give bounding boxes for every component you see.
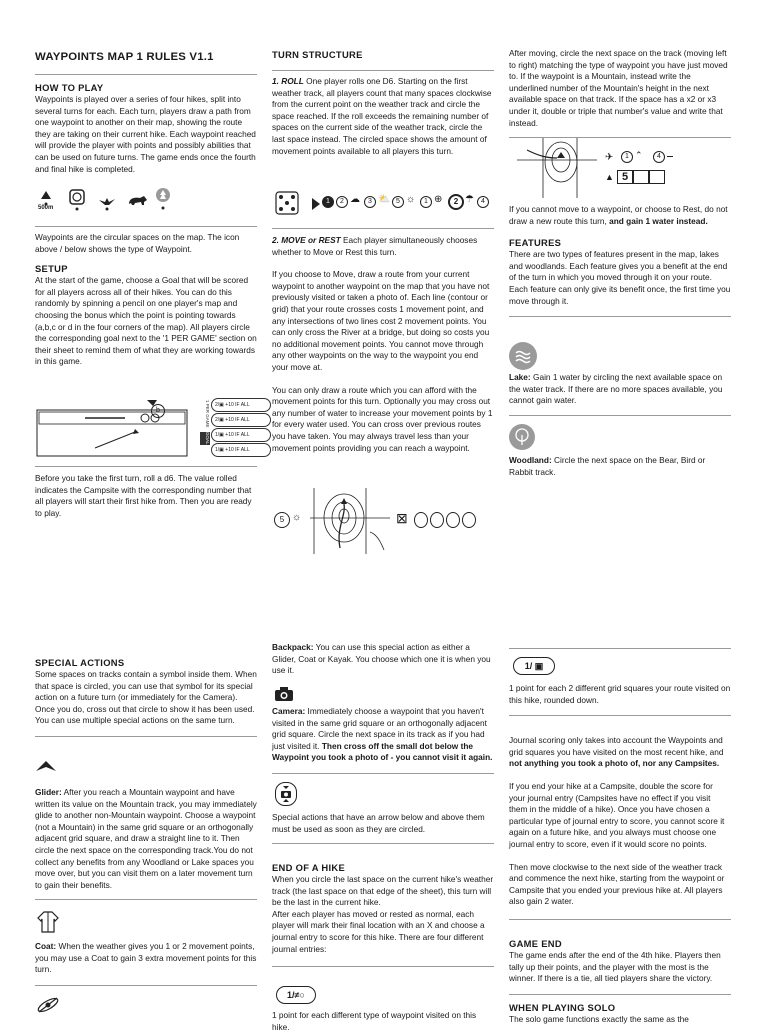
camera-label: Camera: bbox=[272, 706, 306, 716]
goal-row-label: 2/ bbox=[215, 402, 220, 408]
compass-waypoint-icon bbox=[68, 188, 86, 212]
goal-row: 2/▣ +10 IF ALL bbox=[211, 398, 271, 412]
track-connector bbox=[667, 156, 673, 157]
divider bbox=[509, 316, 731, 317]
move-paragraph-2: You can only draw a route which you can afford with the movement points for this turn. Optionally you may cross out any number of water to increase your movement points by 1 for every water used. You can cross over previous routes you have taken. You may always travel less than your movement points providing you can reach a waypoint. bbox=[272, 384, 493, 453]
goal-side-label: 1 PER GAME bbox=[205, 400, 210, 428]
setup-section bbox=[35, 226, 257, 368]
divider bbox=[272, 843, 494, 844]
waypoint-icons-row bbox=[35, 186, 257, 218]
journal-entry-badge-waypoints: 1/≠○ bbox=[276, 986, 316, 1004]
after-moving-section bbox=[509, 48, 731, 138]
woodland-section bbox=[509, 455, 731, 478]
move-paragraph-1: If you choose to Move, draw a route from your current waypoint to another waypoint on the map that you have not previously visited or taken a photo of. Each line (contour or grid) that your route crosses costs 1 movement point, and any intersections of two lines cost 2 movement points. You can only cross the River at a bridge, but doing so costs you no additional movement points. You cannot move through any other waypoints on the way to the waypoint you end your move at. bbox=[272, 269, 490, 372]
features-text: There are two types of features present in the map, lakes and woodlands. Each feature gives you a benefit at the end of the turn in which you moved through it on your route. Each feature can only give its benefit once, the first time you move through it. bbox=[509, 249, 731, 306]
weather-space: 2 bbox=[336, 196, 348, 208]
glider-desc: After you reach a Mountain waypoint and have written its value on the Mountain track, you may immediately glide to another non-Mountain waypoint. Choose a waypoint (not a Mountain) in the same grid square or an orthogonally adjacent grid square, and draw a straight line to it. Then circle the next space on the corresponding track.You do not collect any benefits from any Woodland or Lake spaces you move over, but you can visit them on a later movement turn to gain their benefits. bbox=[35, 787, 257, 890]
glider-section bbox=[35, 787, 257, 900]
divider bbox=[509, 919, 731, 920]
mountain-value-box: 5 bbox=[617, 170, 633, 184]
bird-icon: ✈ bbox=[605, 152, 614, 163]
weather-space-circled: 2 bbox=[448, 194, 464, 210]
cannot-move-bold: and gain 1 water instead. bbox=[609, 215, 708, 226]
divider bbox=[272, 966, 494, 967]
coat-text bbox=[35, 941, 257, 976]
divider bbox=[272, 773, 494, 774]
turn-structure-section bbox=[272, 49, 494, 157]
camera-bold: Then cross off the small dot below the Waypoint you took a photo of - you cannot visit it again. bbox=[272, 740, 493, 763]
camera-section bbox=[272, 706, 494, 774]
goal-row: 1/▣ +10 IF ALL bbox=[211, 443, 271, 457]
divider bbox=[272, 70, 494, 71]
woodland-desc: Circle the next space on the Bear, Bird or Rabbit track. bbox=[509, 455, 706, 477]
lake-label: Lake: bbox=[509, 372, 531, 382]
roll-paragraph bbox=[272, 76, 494, 157]
game-end-text: The game ends after the end of the 4th hike. Players then tally up their points, and the player with the most is the winner. If there is a tie, all tied players share the victory. bbox=[509, 950, 721, 984]
special-actions-section bbox=[35, 657, 257, 737]
cannot-move-plain: If you cannot move to a waypoint, or choose to Rest, do not draw a new route this turn, bbox=[509, 204, 728, 226]
weather-space: 3 bbox=[364, 196, 376, 208]
campsite-text: If you end your hike at a Campsite, double the score for your journal entry (Campsites have no effect if you visit them in the middle of a hike). Once you have chosen a particular type of journal entry to score, you cannot score it again on a future hike, and you always must choose one journal entry to score, even if it would score no points. bbox=[509, 780, 725, 849]
setup-after bbox=[35, 466, 257, 519]
journal-entry-badge-label: 1/ bbox=[524, 661, 533, 671]
goal-b-marker: b bbox=[151, 404, 165, 418]
weather-space: 5 bbox=[392, 196, 404, 208]
goal-row: 1/▣ +10 IF ALL bbox=[211, 428, 271, 442]
die-five-icon bbox=[274, 190, 302, 216]
after-moving-text: After moving, circle the next space on the track (moving left to right) matching the type of waypoint you have just moved to. If the waypoint is a Mountain, instead write the underlined number of the Mountain's height in the next available space on that track. If the space has a x2 or x3 under it, double or triple that number's value and write that instead. bbox=[509, 48, 728, 128]
goal-row-bonus: +10 IF ALL bbox=[225, 402, 250, 408]
goal-row-label: 1/ bbox=[215, 432, 220, 438]
next-hike-text: Then move clockwise to the next side of the weather track and commence the next hike, starting from the waypoint or Campsite that you ended your previous hike at. All players also gain 2 water. bbox=[509, 861, 725, 907]
sun-icon: ☼ bbox=[406, 194, 416, 205]
divider bbox=[35, 985, 257, 986]
journal-entry-badge-label: 1/≠ bbox=[287, 990, 300, 1000]
crossed-water-icon: ⊠ bbox=[396, 510, 408, 526]
divider bbox=[35, 736, 257, 737]
water-drop-icon bbox=[446, 512, 460, 528]
journal-entry-badge-grid: 1/ ▣ bbox=[513, 657, 555, 675]
woodland-text bbox=[509, 455, 731, 478]
bird-waypoint-icon bbox=[97, 192, 117, 212]
how-to-play-text: Waypoints is played over a series of four hikes, split into several turns for each. Each turn, players draw a path from one waypoint to another on their map, showing the route they are taking on their current hike. Each waypoint reached will provide the player with points and possibly abilities that can be used on future turns. The game ends once the fourth and final hike is completed. bbox=[35, 94, 256, 174]
rain-icon: ☂ bbox=[465, 194, 474, 205]
mountain-empty-box bbox=[649, 170, 665, 184]
divider bbox=[509, 715, 731, 716]
page-title: WAYPOINTS MAP 1 RULES V1.1 bbox=[35, 51, 214, 63]
turn-structure-heading: TURN STRUCTURE bbox=[272, 49, 363, 60]
map-corner-illustration bbox=[35, 396, 195, 456]
goal-row-bonus: +10 IF ALL bbox=[225, 447, 250, 453]
end-of-hike-text: When you circle the last space on the current hike's weather track (the last space on that edge of the sheet), this turn will be the last in the current hike. bbox=[272, 874, 494, 908]
weather-space: 1 bbox=[420, 196, 432, 208]
goal-row: 2/▣ +10 IF ALL bbox=[211, 413, 271, 427]
solo-heading: WHEN PLAYING SOLO bbox=[509, 1001, 616, 1013]
weather-space: 4 bbox=[477, 196, 489, 208]
move-paragraph bbox=[272, 235, 494, 258]
goal-row-bonus: +10 IF ALL bbox=[225, 432, 250, 438]
backpack-desc: You can use this special action as either a Glider, Coat or Kayak. You choose which one it is when you use it. bbox=[272, 642, 491, 676]
grid-score-text: 1 point for each 2 different grid squares your route visited on this hike, rounded down. bbox=[509, 683, 731, 705]
map-route-illustration bbox=[310, 488, 390, 554]
journal-plain: Journal scoring only takes into account the Waypoints and grid squares you have visited on the most recent hike, and bbox=[509, 735, 724, 757]
woodland-label: Woodland: bbox=[509, 455, 552, 465]
journal-bold: not anything you took a photo of, nor any Campsites. bbox=[509, 758, 720, 769]
glider-label: Glider: bbox=[35, 787, 62, 797]
coat-label: Coat: bbox=[35, 941, 57, 951]
how-to-play-section bbox=[35, 50, 257, 175]
movement-value: 5 bbox=[274, 512, 290, 528]
move-example bbox=[272, 488, 494, 554]
mountain-icon: ▲ bbox=[605, 172, 614, 182]
camera-icon bbox=[274, 686, 294, 702]
move-section bbox=[272, 228, 494, 454]
water-drop-icon bbox=[414, 512, 428, 528]
features-heading: FEATURES bbox=[509, 237, 562, 249]
goal-diagram bbox=[35, 392, 257, 462]
goal-label: GOAL bbox=[200, 432, 210, 445]
cloud-sun-icon: ⛅ bbox=[378, 194, 391, 205]
waypoints-caption: Waypoints are the circular spaces on the map. The icon above / below shows the type of Waypoint. bbox=[35, 232, 240, 254]
move-text: Each player simultaneously chooses whether to Move or Rest this turn. bbox=[272, 235, 478, 257]
backpack-text bbox=[272, 642, 494, 677]
water-drop-icon bbox=[430, 512, 444, 528]
backpack-section bbox=[272, 642, 494, 677]
arrow-note-section bbox=[272, 812, 494, 844]
lake-text bbox=[509, 372, 731, 407]
game-end-heading: GAME END bbox=[509, 938, 562, 949]
end-of-hike-section bbox=[272, 862, 494, 967]
end-of-hike-heading: END OF A HIKE bbox=[272, 862, 345, 873]
goal-row-bonus: +10 IF ALL bbox=[225, 417, 250, 423]
water-drop-icon bbox=[462, 512, 476, 528]
lake-desc: Gain 1 water by circling the next available space on the water track. If there are no more spaces available, you cannot gain water. bbox=[509, 372, 723, 406]
divider bbox=[35, 226, 257, 227]
special-actions-heading: SPECIAL ACTIONS bbox=[35, 657, 125, 668]
scoring-section bbox=[509, 683, 731, 920]
divider bbox=[35, 466, 257, 467]
camera-text bbox=[272, 706, 494, 764]
weather-space-current: 1 bbox=[322, 196, 334, 208]
game-end-section bbox=[509, 938, 731, 1025]
journal-text bbox=[509, 735, 731, 770]
sun-icon: ⊕ bbox=[434, 194, 443, 205]
cannot-move-section bbox=[509, 204, 731, 317]
waypoint-height-label: 500m bbox=[38, 205, 54, 211]
kayak-icon bbox=[35, 994, 61, 1016]
woodland-waypoint-icon bbox=[154, 186, 172, 214]
backpack-label: Backpack: bbox=[272, 642, 314, 652]
setup-after-text: Before you take the first turn, roll a d6. The value rolled indicates the Campsite with the corresponding number that all players will start their first hike from. Then you are ready to play. bbox=[35, 473, 252, 518]
cannot-move-text bbox=[509, 204, 731, 227]
camera-arrow-icon bbox=[275, 782, 297, 806]
setup-text: At the start of the game, choose a Goal that will be scored for all players across all of their hikes. You can do this randomly by spinning a pencil on one player's map and choosing the bonus which the point is pointing towards (a,b,c or d in the four corners of the map). All players circle the corresponding goal next to the '1 PER GAME' section on their sheet to remind them of what they are working towards in this game. bbox=[35, 275, 257, 367]
camera-desc: Immediately choose a waypoint that you haven't visited in the same grid square or an orthogonally adjacent grid square. Circle the next space in its track as if you had just visited it. bbox=[272, 706, 487, 751]
solo-text: The solo game functions exactly the same as the bbox=[509, 1013, 689, 1024]
mountain-mini-icon: ⌃ bbox=[635, 150, 643, 160]
lake-section bbox=[509, 372, 731, 416]
weather-track-example bbox=[272, 190, 494, 218]
coat-section bbox=[35, 941, 257, 986]
divider bbox=[35, 899, 257, 900]
cloud-icon: ☁ bbox=[350, 194, 360, 205]
move-label: 2. MOVE or REST bbox=[272, 235, 341, 245]
woodland-icon bbox=[509, 424, 535, 450]
track-example bbox=[509, 138, 731, 198]
glider-icon bbox=[35, 756, 57, 776]
end-of-hike-text-2: After each player has moved or rested as normal, each player will mark their final location with an X and choose a journal entry to score for this hike. There are four different journal entries: bbox=[272, 908, 485, 954]
glider-text bbox=[35, 787, 257, 891]
bear-waypoint-icon bbox=[127, 192, 149, 212]
divider bbox=[35, 74, 257, 75]
journal-entry-waypoints-text: 1 point for each different type of waypoint visited on this hike. bbox=[272, 1010, 477, 1032]
goal-row-label: 2/ bbox=[215, 417, 220, 423]
goal-row-label: 1/ bbox=[215, 447, 220, 453]
how-to-play-heading: HOW TO PLAY bbox=[35, 82, 104, 93]
sun-icon: ☼ bbox=[292, 512, 302, 523]
roll-label: 1. ROLL bbox=[272, 76, 304, 86]
arrow-note-text: Special actions that have an arrow below and above them must be used as soon as they are circled. bbox=[272, 812, 485, 834]
roll-text: One player rolls one D6. Starting on the first weather track, all players count that many spaces clockwise from the current point on the weather track and circle the space reached. If the roll exceeds the remaining number of spaces on the current side of the weather track, circle the last space instead. The circled space shows the amount of movement points available to all players this turn. bbox=[272, 76, 492, 156]
divider bbox=[509, 994, 731, 995]
mountain-map-illustration bbox=[517, 138, 597, 198]
mountain-empty-box bbox=[633, 170, 649, 184]
track-arrow-icon bbox=[312, 198, 320, 210]
special-actions-text: Some spaces on tracks contain a symbol inside them. When that space is circled, you can use that symbol for its special action on a future turn (or immediately for the Camera). Once you do, cross out that circle to show it has been used. You can use multiple special actions on the same turn. bbox=[35, 669, 257, 726]
track-space: 4 bbox=[653, 151, 665, 163]
setup-heading: SETUP bbox=[35, 263, 68, 275]
lake-icon bbox=[509, 342, 537, 370]
track-space-circled: 1 bbox=[621, 151, 633, 163]
coat-icon bbox=[35, 910, 61, 934]
coat-desc: When the weather gives you 1 or 2 movement points, you may use a Coat to gain 3 extra movement points for this turn. bbox=[35, 941, 257, 975]
divider bbox=[272, 228, 494, 229]
divider bbox=[509, 415, 731, 416]
divider bbox=[509, 648, 731, 649]
goal-list bbox=[211, 398, 271, 457]
